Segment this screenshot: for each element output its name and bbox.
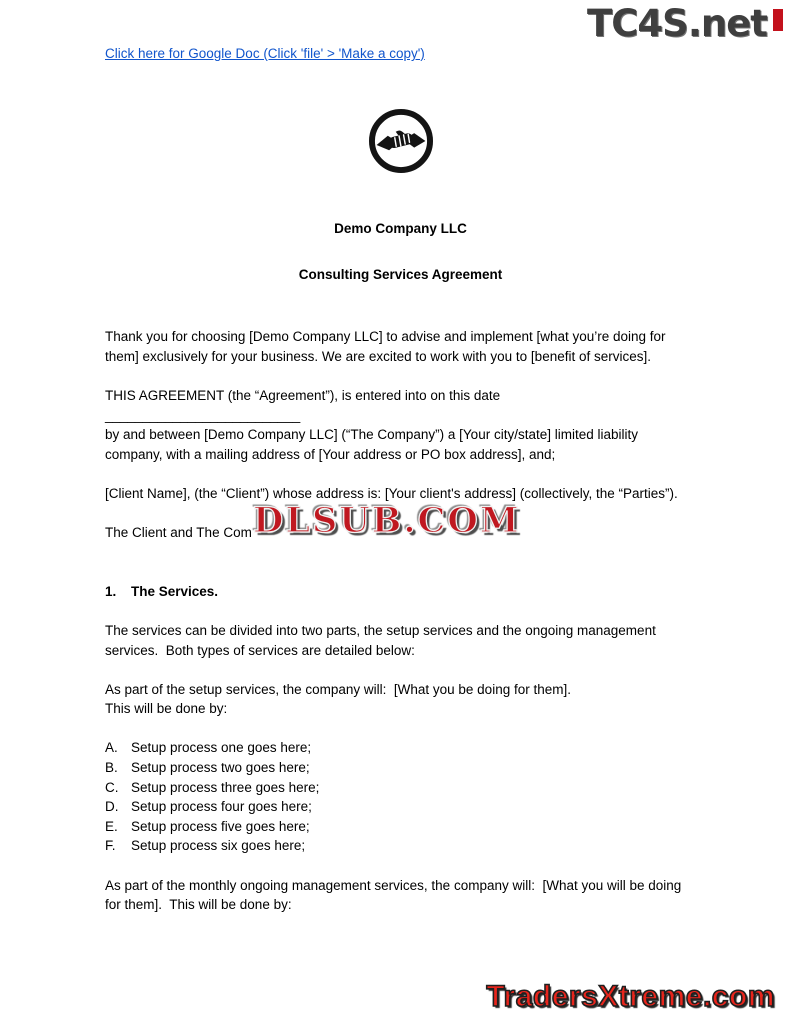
setup-lead-in-line2: This will be done by: <box>105 701 228 717</box>
google-doc-link[interactable]: Click here for Google Doc (Click 'file' > 'Make a copy') <box>105 46 425 61</box>
dlsub-watermark: DLSUB.COM <box>253 500 521 542</box>
paragraph-obscured <box>105 500 696 543</box>
paragraph-setup-lead-in <box>105 680 696 719</box>
list-item-text: Setup process two goes here; <box>131 760 310 776</box>
list-item <box>105 758 696 778</box>
list-item <box>105 778 696 798</box>
tradersxtreme-watermark: TradersXtreme.com <box>486 980 775 1013</box>
setup-lead-in-line1: As part of the setup services, the company will: [What you be doing for them]. <box>105 681 571 697</box>
list-item-label: E. <box>105 818 118 834</box>
list-item-text: Setup process five goes here; <box>131 818 310 834</box>
section-1-heading <box>105 582 696 602</box>
section-1-title: The Services. <box>131 583 219 599</box>
tc4s-red-mark <box>773 9 783 31</box>
document-content <box>105 45 696 915</box>
list-item-text: Setup process one goes here; <box>131 740 312 756</box>
document-title: Consulting Services Agreement <box>298 266 503 282</box>
agreement-date-line: THIS AGREEMENT (the “Agreement”), is entered into on this date __________________________ <box>105 387 504 423</box>
paragraph-services-overview: The services can be divided into two parts, the setup services and the ongoing management services. Both types of services are detailed below: <box>105 622 660 658</box>
list-item <box>105 797 696 817</box>
obscured-line-text: The Client and The Com <box>105 525 252 541</box>
list-item-label: D. <box>105 799 119 815</box>
company-name: Demo Company LLC <box>334 221 467 236</box>
list-item-text: Setup process six goes here; <box>131 838 306 854</box>
setup-steps-list <box>105 738 696 856</box>
paragraph-ongoing-lead-in: As part of the monthly ongoing management services, the company will: [What you will be doing for them]. This will be done by: <box>105 877 686 913</box>
agreement-parties-line: by and between [Demo Company LLC] (“The Company”) a [Your city/state] limited liability company, with a mailing address of [Your address or PO box address], and; <box>105 427 642 462</box>
paragraph-thank-you: Thank you for choosing [Demo Company LLC] to advise and implement [what you’re doing for them] exclusively for your business. We are excited to work with you to [benefit of services]. <box>105 329 670 364</box>
list-item <box>105 817 696 837</box>
handshake-icon <box>368 108 434 174</box>
list-item-text: Setup process three goes here; <box>131 779 320 795</box>
list-item-label: F. <box>105 838 116 854</box>
list-item-label: B. <box>105 760 118 776</box>
logo-row <box>105 108 696 179</box>
list-item-label: C. <box>105 779 119 795</box>
paragraph-agreement <box>105 386 696 464</box>
list-item <box>105 738 696 758</box>
list-item <box>105 836 696 856</box>
list-item-label: A. <box>105 740 118 756</box>
tc4s-logo-watermark: TC4S.net <box>587 2 767 45</box>
paragraph-client: [Client Name], (the “Client”) whose address is: [Your client's address] (collectively, the “Parties”). <box>105 485 678 501</box>
list-item-text: Setup process four goes here; <box>131 799 312 815</box>
section-1-number: 1. <box>105 583 117 599</box>
